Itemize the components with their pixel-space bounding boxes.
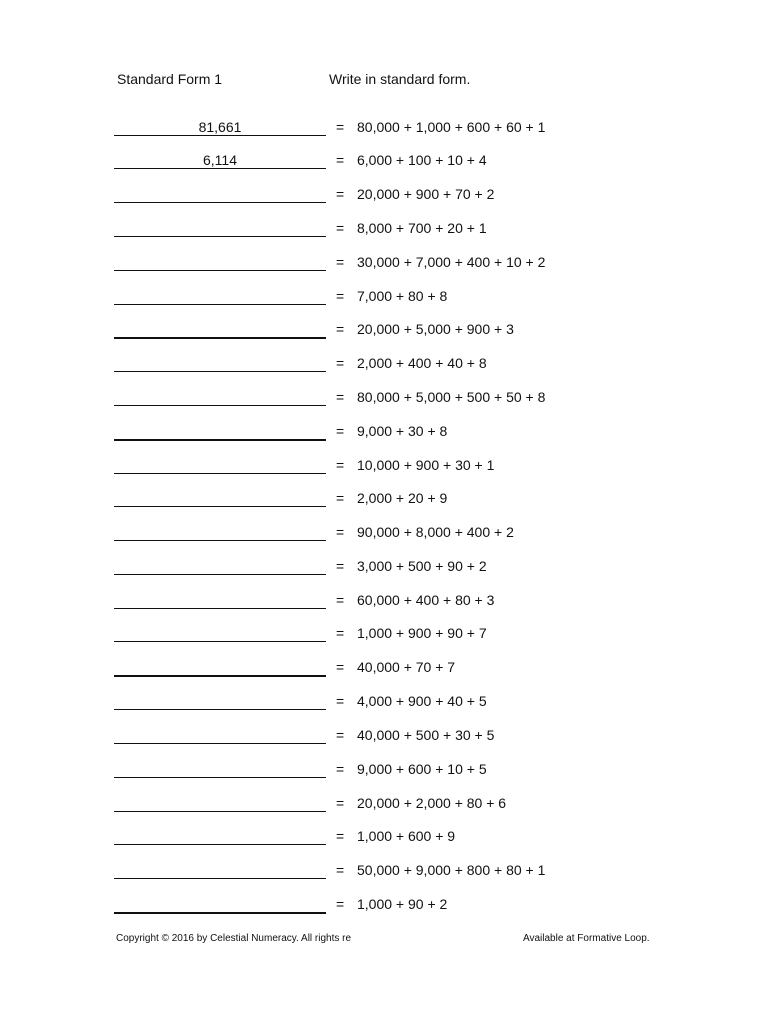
answer-field[interactable] (114, 896, 326, 914)
equals-sign: = (336, 524, 345, 540)
equals-sign: = (336, 896, 345, 912)
problem-row (0, 524, 768, 544)
equals-sign: = (336, 490, 345, 506)
problem-row (0, 119, 768, 139)
equals-sign: = (336, 288, 345, 304)
answer-field[interactable] (114, 693, 326, 710)
answer-field[interactable] (114, 254, 326, 271)
equals-sign: = (336, 659, 345, 675)
problem-row (0, 828, 768, 848)
problem-row (0, 727, 768, 747)
problem-row (0, 896, 768, 916)
equals-sign: = (336, 389, 345, 405)
equals-sign: = (336, 119, 345, 135)
answer-field[interactable] (114, 592, 326, 609)
problem-row (0, 693, 768, 713)
equals-sign: = (336, 761, 345, 777)
answer-field[interactable] (114, 524, 326, 541)
equals-sign: = (336, 558, 345, 574)
expanded-form: 30,000 + 7,000 + 400 + 10 + 2 (357, 254, 546, 270)
answer-field[interactable] (114, 119, 326, 136)
equals-sign: = (336, 423, 345, 439)
answer-field[interactable] (114, 727, 326, 744)
expanded-form: 1,000 + 90 + 2 (357, 896, 448, 912)
expanded-form: 80,000 + 1,000 + 600 + 60 + 1 (357, 119, 546, 135)
answer-field[interactable] (114, 795, 326, 812)
expanded-form: 2,000 + 20 + 9 (357, 490, 448, 506)
answer-field[interactable] (114, 659, 326, 677)
equals-sign: = (336, 592, 345, 608)
problem-row (0, 659, 768, 679)
problem-row (0, 220, 768, 240)
answer-field[interactable] (114, 761, 326, 778)
problem-row (0, 558, 768, 578)
expanded-form: 1,000 + 600 + 9 (357, 828, 456, 844)
equals-sign: = (336, 355, 345, 371)
worksheet-title: Standard Form 1 (117, 71, 223, 87)
problem-row (0, 761, 768, 781)
answer-field[interactable] (114, 389, 326, 406)
answer-field[interactable] (114, 321, 326, 339)
equals-sign: = (336, 727, 345, 743)
problem-row (0, 288, 768, 308)
problem-row (0, 457, 768, 477)
expanded-form: 20,000 + 900 + 70 + 2 (357, 186, 495, 202)
equals-sign: = (336, 186, 345, 202)
problem-row (0, 423, 768, 443)
problem-row (0, 152, 768, 172)
expanded-form: 8,000 + 700 + 20 + 1 (357, 220, 487, 236)
problem-row (0, 592, 768, 612)
expanded-form: 2,000 + 400 + 40 + 8 (357, 355, 487, 371)
answer-field[interactable] (114, 152, 326, 169)
expanded-form: 20,000 + 2,000 + 80 + 6 (357, 795, 507, 811)
instruction-text: Write in standard form. (329, 71, 471, 87)
expanded-form: 7,000 + 80 + 8 (357, 288, 448, 304)
answer-field[interactable] (114, 288, 326, 305)
equals-sign: = (336, 795, 345, 811)
equals-sign: = (336, 321, 345, 337)
answer-field[interactable] (114, 625, 326, 642)
answer-field[interactable] (114, 862, 326, 879)
equals-sign: = (336, 220, 345, 236)
equals-sign: = (336, 254, 345, 270)
expanded-form: 40,000 + 70 + 7 (357, 659, 456, 675)
answer-field[interactable] (114, 220, 326, 237)
expanded-form: 1,000 + 900 + 90 + 7 (357, 625, 487, 641)
expanded-form: 4,000 + 900 + 40 + 5 (357, 693, 487, 709)
expanded-form: 20,000 + 5,000 + 900 + 3 (357, 321, 514, 337)
expanded-form: 9,000 + 30 + 8 (357, 423, 448, 439)
equals-sign: = (336, 828, 345, 844)
expanded-form: 60,000 + 400 + 80 + 3 (357, 592, 495, 608)
equals-sign: = (336, 152, 345, 168)
expanded-form: 9,000 + 600 + 10 + 5 (357, 761, 487, 777)
problem-row (0, 862, 768, 882)
expanded-form: 10,000 + 900 + 30 + 1 (357, 457, 495, 473)
expanded-form: 50,000 + 9,000 + 800 + 80 + 1 (357, 862, 546, 878)
expanded-form: 3,000 + 500 + 90 + 2 (357, 558, 487, 574)
problem-row (0, 254, 768, 274)
problem-row (0, 355, 768, 375)
problem-row (0, 490, 768, 510)
answer-field[interactable] (114, 355, 326, 372)
problem-row (0, 186, 768, 206)
answer-field[interactable] (114, 558, 326, 575)
expanded-form: 80,000 + 5,000 + 500 + 50 + 8 (357, 389, 546, 405)
equals-sign: = (336, 693, 345, 709)
problem-row (0, 321, 768, 341)
answer-field[interactable] (114, 490, 326, 507)
availability-notice: Available at Formative Loop. (523, 933, 650, 944)
equals-sign: = (336, 625, 345, 641)
expanded-form: 6,000 + 100 + 10 + 4 (357, 152, 487, 168)
problem-row (0, 389, 768, 409)
copyright-notice: Copyright © 2016 by Celestial Numeracy. All rights re (116, 933, 352, 944)
equals-sign: = (336, 457, 345, 473)
equals-sign: = (336, 862, 345, 878)
expanded-form: 40,000 + 500 + 30 + 5 (357, 727, 495, 743)
answer-field[interactable] (114, 423, 326, 441)
answer-field[interactable] (114, 457, 326, 474)
expanded-form: 90,000 + 8,000 + 400 + 2 (357, 524, 514, 540)
problem-row (0, 795, 768, 815)
problem-row (0, 625, 768, 645)
answer-field[interactable] (114, 828, 326, 845)
answer-field[interactable] (114, 186, 326, 203)
